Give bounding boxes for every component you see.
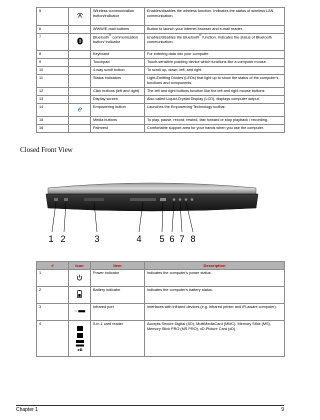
row-number: 2 bbox=[37, 287, 69, 304]
item-name: Infrared port bbox=[91, 304, 145, 321]
row-number: 10 bbox=[37, 67, 69, 75]
row-number: 16 bbox=[37, 125, 69, 133]
footer-chapter: Chapter 1 bbox=[16, 407, 38, 413]
item-name: Power indicator bbox=[91, 270, 145, 287]
table-row bbox=[37, 270, 285, 287]
callout-label: 2 bbox=[60, 234, 66, 244]
item-description: Enables/disables the wireless function. Indicates the status of wireless LAN communication. bbox=[145, 8, 285, 26]
memory-stick-pro-icon bbox=[76, 344, 84, 346]
table-row bbox=[37, 67, 285, 75]
item-description: Indicates the computer's power status. bbox=[145, 270, 285, 287]
item-name-rest: communication button/ indicator bbox=[93, 35, 138, 45]
callout-label: 6 bbox=[169, 234, 175, 244]
empty-icon-cell bbox=[69, 125, 91, 133]
registered-mark: ® bbox=[109, 33, 112, 37]
item-description: Indicates the computer's battery status. bbox=[145, 287, 285, 304]
header-number: # bbox=[37, 262, 69, 270]
laptop-body bbox=[46, 183, 258, 211]
row-number: 8 bbox=[37, 51, 69, 59]
table-row bbox=[37, 104, 285, 117]
item-name bbox=[91, 34, 145, 51]
row-number: 5 bbox=[37, 8, 69, 26]
callout-label: 8 bbox=[190, 234, 196, 244]
item-description: Accepts Secure Digital (SD), MultiMediaCard (MMC), Memory Stick (MS), Memory Stick PRO (MS PRO), xD-Picture Card (xD). bbox=[145, 321, 285, 357]
item-name: Status indicators bbox=[91, 75, 145, 88]
item-name: Keyboard bbox=[91, 51, 145, 59]
table-row bbox=[37, 75, 285, 88]
footer-divider bbox=[16, 405, 284, 406]
empty-icon-cell bbox=[69, 67, 91, 75]
item-name: Battery indicator bbox=[91, 287, 145, 304]
battery-icon bbox=[69, 287, 91, 304]
row-number: 1 bbox=[37, 270, 69, 287]
table-row bbox=[37, 34, 285, 51]
callout-label: 3 bbox=[94, 234, 100, 244]
footer-page-number: 9 bbox=[281, 407, 284, 413]
item-name: Click buttons (left and right) bbox=[91, 88, 145, 96]
table-header-row bbox=[37, 262, 285, 270]
row-number: 11 bbox=[37, 75, 69, 88]
item-description: Light-Emitting Diodes (LEDs) that light up to show the status of the computer's functions and components. bbox=[145, 75, 285, 88]
item-description: To scroll up, down, left, and right. bbox=[145, 67, 285, 75]
item-description: Also called Liquid-Crystal Display (LCD), displays computer output. bbox=[145, 96, 285, 104]
empty-icon-cell bbox=[69, 96, 91, 104]
table-row bbox=[37, 287, 285, 304]
row-number: 4 bbox=[37, 321, 69, 357]
item-description: Button to launch your internet browser and e-mail reader. bbox=[145, 26, 285, 34]
item-name: Media buttons bbox=[91, 117, 145, 125]
components-table-continued bbox=[36, 7, 285, 133]
table-row bbox=[37, 117, 285, 125]
table-row bbox=[37, 125, 285, 133]
infrared-icon bbox=[69, 304, 91, 321]
empty-icon-cell bbox=[69, 26, 91, 34]
row-number: 9 bbox=[37, 59, 69, 67]
callout-label: 5 bbox=[159, 234, 165, 244]
svg-text:e: e bbox=[77, 105, 82, 113]
sd-card-icon bbox=[77, 326, 83, 331]
item-description: The left and right buttons function like the left and right mouse buttons. bbox=[145, 88, 285, 96]
item-description: Interfaces with infrared devices (e.g. infrared printer and IR-aware computer). bbox=[145, 304, 285, 321]
item-description bbox=[145, 34, 285, 51]
closed-front-view-illustration bbox=[34, 158, 270, 248]
callout-label: 1 bbox=[48, 234, 54, 244]
table-row bbox=[37, 26, 285, 34]
item-name-bluetooth: Bluetooth bbox=[93, 35, 110, 40]
empowering-e-icon bbox=[69, 104, 91, 117]
callout-label: 7 bbox=[179, 234, 185, 244]
table-row bbox=[37, 51, 285, 59]
header-description: Description bbox=[145, 262, 285, 270]
row-number: 3 bbox=[37, 304, 69, 321]
table-row bbox=[37, 321, 285, 357]
desc-post: function. Indicates the status of Bluetooth communication. bbox=[147, 35, 272, 45]
empty-icon-cell bbox=[69, 117, 91, 125]
memory-stick-icon bbox=[76, 340, 84, 343]
empty-icon-cell bbox=[69, 75, 91, 88]
empty-icon-cell bbox=[69, 51, 91, 59]
section-title: Closed Front View bbox=[20, 146, 73, 154]
row-number: 15 bbox=[37, 117, 69, 125]
item-name: Display screen bbox=[91, 96, 145, 104]
bluetooth-icon bbox=[69, 34, 91, 51]
card-reader-icons bbox=[69, 321, 91, 357]
item-name: Palmrest bbox=[91, 125, 145, 133]
row-number: 13 bbox=[37, 96, 69, 104]
row-number: 12 bbox=[37, 88, 69, 96]
item-description: Comfortable support area for your hands when you use the computer. bbox=[145, 125, 285, 133]
front-view-components-table bbox=[36, 261, 285, 357]
item-description: To play, pause, record, rewind, fast forward or stop playback / recording. bbox=[145, 117, 285, 125]
xd-card-icon: xD bbox=[76, 347, 83, 351]
item-name: Empowering button bbox=[91, 104, 145, 117]
item-description: For entering data into your computer. bbox=[145, 51, 285, 59]
item-description: Launches the Empowering Technology toolbar. bbox=[145, 104, 285, 117]
item-name: 4-way scroll button bbox=[91, 67, 145, 75]
wireless-icon bbox=[69, 8, 91, 26]
desc-pre: Enables/disables the Bluetooth bbox=[147, 35, 200, 40]
registered-mark: ® bbox=[199, 33, 202, 37]
item-description: Touch-sensitive pointing device which functions like a computer mouse. bbox=[145, 59, 285, 67]
item-name: Wireless communication button/indicator bbox=[91, 8, 145, 26]
callout-label: 4 bbox=[136, 234, 142, 244]
table-row bbox=[37, 304, 285, 321]
header-icon: Icon bbox=[69, 262, 91, 270]
item-name: Touchpad bbox=[91, 59, 145, 67]
header-item: Item bbox=[91, 262, 145, 270]
row-number: 6 bbox=[37, 26, 69, 34]
empty-icon-cell bbox=[69, 88, 91, 96]
table-row bbox=[37, 8, 285, 26]
mmc-card-icon bbox=[77, 333, 83, 338]
item-name: WWW/E-mail buttons bbox=[91, 26, 145, 34]
table-row bbox=[37, 59, 285, 67]
item-name: 5-in-1 card reader bbox=[91, 321, 145, 357]
power-icon bbox=[69, 270, 91, 287]
table-row bbox=[37, 96, 285, 104]
table-row bbox=[37, 88, 285, 96]
empty-icon-cell bbox=[69, 59, 91, 67]
row-number: 7 bbox=[37, 34, 69, 51]
row-number: 14 bbox=[37, 104, 69, 117]
